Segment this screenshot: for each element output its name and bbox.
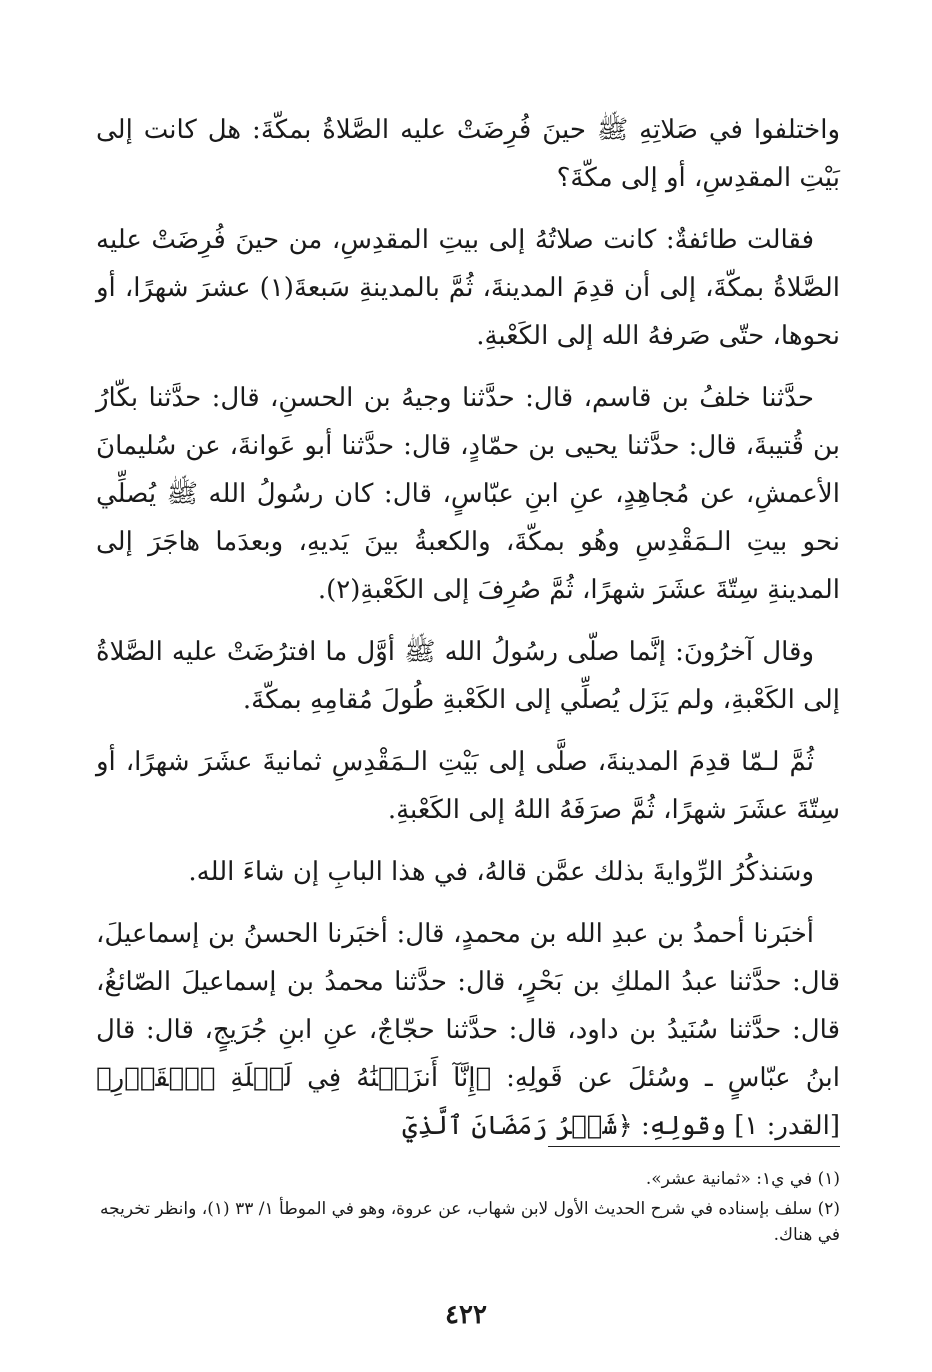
paragraph-2: فقالت طائفةٌ: كانت صلاتُهُ إلى بيتِ المقدِسِ، من حينَ فُرِضَتْ عليه الصَّلاةُ بمكّةَ، إلى أن قدِمَ المدينةَ، ثُمَّ بالمدينةِ سَبعةَ(١) عشرَ شهرًا، أو نحوها، حتّى صَرفهُ الله إلى الكَعْبةِ. [96, 225, 840, 351]
paragraph-5: ثُمَّ لـمّا قدِمَ المدينةَ، صلَّى إلى بَيْتِ الـمَقْدِسِ ثمانيةَ عشَرَ شهرًا، أو سِتّةَ عشَرَ شهرًا، ثُمَّ صرَفَهُ اللهُ إلى الكَعْبةِ. [96, 747, 840, 825]
paragraph-6: وسَنذكُرُ الرِّوايةَ بذلك عمَّن قالهُ، في هذا البابِ إن شاءَ الله. [188, 857, 814, 887]
footnote-divider [548, 1146, 840, 1147]
main-text [96, 106, 840, 1164]
page-number: ٤٢٢ [445, 1300, 487, 1330]
paragraph-3: حدَّثنا خلفُ بن قاسم، قال: حدَّثنا وجيهُ بن الحسنِ، قال: حدَّثنا بكّارُ بن قُتيبةَ، قال: حدَّثنا يحيى بن حمّادٍ، قال: حدَّثنا أبو عَوانةَ، عن سُليمانَ الأعمشِ، عن مُجاهِدٍ، عنِ ابنِ عبّاسٍ، قال: كان رسُولُ الله ﷺ يُصلِّي نحو بيتِ الـمَقْدِسِ وهُو بمكّةَ، والكعبةُ بينَ يَديهِ، وبعدَما هاجَرَ إلى المدينةِ سِتّةَ عشَرَ شهرًا، ثُمَّ صُرِفَ إلى الكَعْبةِ(٢). [96, 383, 840, 605]
footnotes [96, 1166, 840, 1252]
paragraph-4: وقال آخرُونَ: إنَّما صلّى رسُولُ الله ﷺ أوَّل ما افترُضَتْ عليه الصَّلاةُ إلى الكَعْبةِ، ولم يَزَل يُصلِّي إلى الكَعْبةِ طُولَ مُقامِهِ بمكّةَ. [96, 637, 840, 715]
paragraph-1: واختلفوا في صَلاتِهِ ﷺ حينَ فُرِضَتْ عليه الصَّلاةُ بمكّةَ: هل كانت إلى بَيْتِ المقدِسِ، أو إلى مكّةَ؟ [96, 115, 840, 193]
footnote-2: (٢) سلف بإسناده في شرح الحديث الأول لابن شهاب، عن عروة، وهو في الموطأ ١/ ٣٣ (١)، وانظر تخريجه في هناك. [100, 1199, 840, 1245]
footnote-1: (١) في ي١: «ثمانية عشر». [645, 1169, 840, 1189]
paragraph-7: أخبَرنا أحمدُ بن عبدِ الله بن محمدٍ، قال: أخبَرنا الحسنُ بن إسماعيلَ، قال: حدَّثنا عبدُ الملكِ بن بَحْرٍ، قال: حدَّثنا محمدُ بن إسماعيلَ الصّائغُ، قال: حدَّثنا سُنَيدُ بن داود، قال: حدَّثنا حجّاجٌ، عنِ ابنِ جُرَيجٍ، قال: قال ابنُ عبّاسٍ ـ وسُئلَ عن قَولِهِ: ﴿إِنَّآ أَنزَلۡنَٰهُ فِي لَيۡلَةِ ٱلۡقَدۡرِ﴾ [القدر: ١] وقولِهِ: ﴿شَهۡرُ رَمَضَانَ ٱلَّذِيٓ [96, 919, 840, 1141]
